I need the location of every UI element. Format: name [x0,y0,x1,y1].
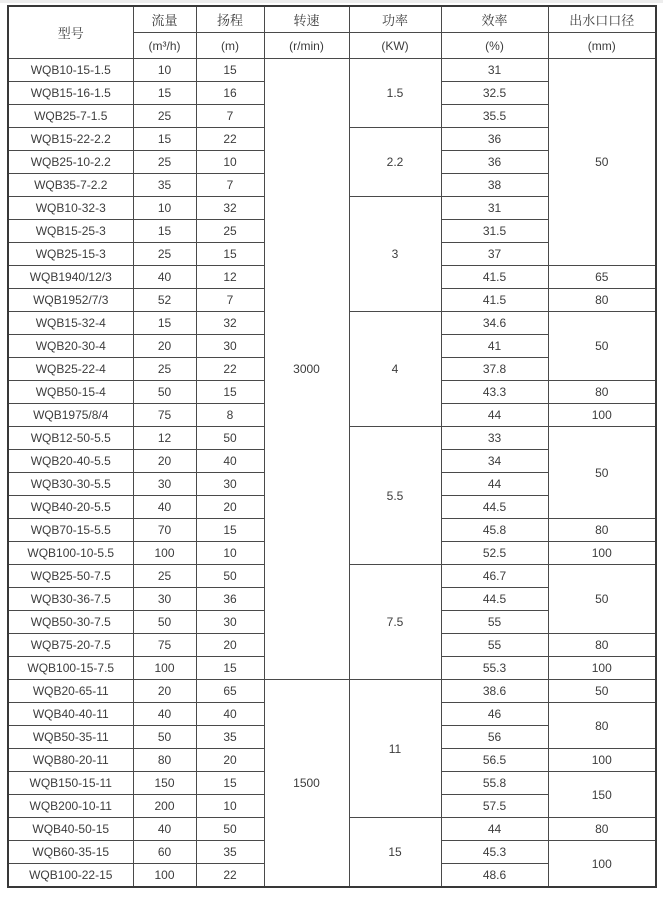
head-cell: 10 [196,542,264,565]
efficiency-cell: 44 [441,404,548,427]
outlet-cell: 150 [548,772,656,818]
model-cell: WQB100-15-7.5 [8,657,133,680]
head-cell: 35 [196,841,264,864]
model-cell: WQB40-20-5.5 [8,496,133,519]
efficiency-cell: 36 [441,128,548,151]
flow-cell: 75 [133,634,196,657]
efficiency-cell: 31 [441,59,548,82]
flow-cell: 52 [133,289,196,312]
outlet-cell: 100 [548,749,656,772]
head-cell: 15 [196,519,264,542]
model-cell: WQB60-35-15 [8,841,133,864]
head-cell: 20 [196,749,264,772]
efficiency-cell: 41 [441,335,548,358]
power-cell: 2.2 [349,128,441,197]
power-cell: 1.5 [349,59,441,128]
head-cell: 30 [196,335,264,358]
power-cell: 7.5 [349,565,441,680]
head-cell: 15 [196,657,264,680]
flow-cell: 15 [133,82,196,105]
flow-cell: 100 [133,657,196,680]
outlet-cell: 100 [548,657,656,680]
outlet-cell: 100 [548,404,656,427]
model-cell: WQB70-15-5.5 [8,519,133,542]
flow-cell: 10 [133,59,196,82]
power-cell: 5.5 [349,427,441,565]
efficiency-cell: 32.5 [441,82,548,105]
model-cell: WQB50-30-7.5 [8,611,133,634]
head-cell: 7 [196,174,264,197]
efficiency-cell: 55.3 [441,657,548,680]
outlet-cell: 100 [548,542,656,565]
head-cell: 7 [196,289,264,312]
efficiency-cell: 34 [441,450,548,473]
head-cell: 32 [196,312,264,335]
flow-cell: 25 [133,151,196,174]
model-cell: WQB15-32-4 [8,312,133,335]
power-cell: 15 [349,818,441,888]
head-cell: 12 [196,266,264,289]
flow-cell: 60 [133,841,196,864]
flow-cell: 40 [133,266,196,289]
efficiency-cell: 44.5 [441,588,548,611]
model-cell: WQB100-10-5.5 [8,542,133,565]
unit-outlet: (mm) [548,33,656,59]
flow-cell: 15 [133,220,196,243]
outlet-cell: 80 [548,289,656,312]
flow-cell: 20 [133,450,196,473]
outlet-cell: 80 [548,703,656,749]
head-cell: 10 [196,795,264,818]
model-cell: WQB1940/12/3 [8,266,133,289]
model-cell: WQB100-22-15 [8,864,133,888]
flow-cell: 50 [133,726,196,749]
head-cell: 32 [196,197,264,220]
efficiency-cell: 35.5 [441,105,548,128]
model-cell: WQB200-10-11 [8,795,133,818]
head-cell: 15 [196,381,264,404]
efficiency-cell: 56 [441,726,548,749]
efficiency-cell: 55 [441,611,548,634]
power-cell: 3 [349,197,441,312]
flow-cell: 40 [133,496,196,519]
efficiency-cell: 34.6 [441,312,548,335]
model-cell: WQB15-22-2.2 [8,128,133,151]
head-cell: 40 [196,703,264,726]
col-header-speed: 转速 [264,6,349,33]
head-cell: 25 [196,220,264,243]
model-cell: WQB1952/7/3 [8,289,133,312]
model-cell: WQB10-32-3 [8,197,133,220]
model-cell: WQB25-50-7.5 [8,565,133,588]
table-row [8,59,656,82]
unit-power: (KW) [349,33,441,59]
head-cell: 15 [196,243,264,266]
speed-cell: 1500 [264,680,349,888]
head-cell: 30 [196,473,264,496]
efficiency-cell: 46.7 [441,565,548,588]
efficiency-cell: 52.5 [441,542,548,565]
model-cell: WQB30-36-7.5 [8,588,133,611]
speed-cell: 3000 [264,59,349,680]
efficiency-cell: 55 [441,634,548,657]
efficiency-cell: 41.5 [441,266,548,289]
unit-head: (m) [196,33,264,59]
col-header-efficiency: 效率 [441,6,548,33]
power-cell: 11 [349,680,441,818]
head-cell: 30 [196,611,264,634]
flow-cell: 15 [133,128,196,151]
flow-cell: 20 [133,335,196,358]
head-cell: 15 [196,772,264,795]
header-row-labels [8,6,656,33]
head-cell: 50 [196,565,264,588]
model-cell: WQB35-7-2.2 [8,174,133,197]
head-cell: 10 [196,151,264,174]
flow-cell: 40 [133,818,196,841]
outlet-cell: 50 [548,680,656,703]
model-cell: WQB20-65-11 [8,680,133,703]
model-cell: WQB50-15-4 [8,381,133,404]
flow-cell: 30 [133,588,196,611]
outlet-cell: 50 [548,59,656,266]
model-cell: WQB50-35-11 [8,726,133,749]
unit-flow: (m³/h) [133,33,196,59]
flow-cell: 25 [133,565,196,588]
model-cell: WQB80-20-11 [8,749,133,772]
flow-cell: 80 [133,749,196,772]
efficiency-cell: 31 [441,197,548,220]
efficiency-cell: 37 [441,243,548,266]
unit-speed: (r/min) [264,33,349,59]
model-cell: WQB30-30-5.5 [8,473,133,496]
flow-cell: 50 [133,381,196,404]
outlet-cell: 80 [548,381,656,404]
model-cell: WQB25-7-1.5 [8,105,133,128]
model-cell: WQB15-25-3 [8,220,133,243]
model-cell: WQB1975/8/4 [8,404,133,427]
flow-cell: 35 [133,174,196,197]
efficiency-cell: 45.8 [441,519,548,542]
flow-cell: 20 [133,680,196,703]
head-cell: 22 [196,358,264,381]
col-header-model: 型号 [8,6,133,59]
flow-cell: 25 [133,243,196,266]
flow-cell: 50 [133,611,196,634]
flow-cell: 25 [133,358,196,381]
unit-efficiency: (%) [441,33,548,59]
head-cell: 7 [196,105,264,128]
model-cell: WQB15-16-1.5 [8,82,133,105]
model-cell: WQB150-15-11 [8,772,133,795]
flow-cell: 100 [133,542,196,565]
head-cell: 65 [196,680,264,703]
head-cell: 15 [196,59,264,82]
efficiency-cell: 44.5 [441,496,548,519]
head-cell: 36 [196,588,264,611]
flow-cell: 100 [133,864,196,888]
outlet-cell: 80 [548,818,656,841]
efficiency-cell: 45.3 [441,841,548,864]
flow-cell: 25 [133,105,196,128]
flow-cell: 15 [133,312,196,335]
model-cell: WQB25-10-2.2 [8,151,133,174]
col-header-power: 功率 [349,6,441,33]
pump-spec-table [7,5,657,888]
outlet-cell: 50 [548,312,656,381]
page-top-strip [0,0,663,3]
outlet-cell: 50 [548,427,656,519]
flow-cell: 70 [133,519,196,542]
outlet-cell: 80 [548,519,656,542]
head-cell: 16 [196,82,264,105]
flow-cell: 30 [133,473,196,496]
head-cell: 35 [196,726,264,749]
model-cell: WQB25-22-4 [8,358,133,381]
efficiency-cell: 43.3 [441,381,548,404]
power-cell: 4 [349,312,441,427]
outlet-cell: 100 [548,841,656,888]
model-cell: WQB40-40-11 [8,703,133,726]
outlet-cell: 50 [548,565,656,634]
efficiency-cell: 46 [441,703,548,726]
outlet-cell: 80 [548,634,656,657]
efficiency-cell: 41.5 [441,289,548,312]
head-cell: 50 [196,427,264,450]
col-header-head: 扬程 [196,6,264,33]
model-cell: WQB25-15-3 [8,243,133,266]
flow-cell: 10 [133,197,196,220]
efficiency-cell: 57.5 [441,795,548,818]
efficiency-cell: 38.6 [441,680,548,703]
model-cell: WQB10-15-1.5 [8,59,133,82]
head-cell: 22 [196,864,264,888]
efficiency-cell: 33 [441,427,548,450]
efficiency-cell: 44 [441,818,548,841]
flow-cell: 75 [133,404,196,427]
efficiency-cell: 37.8 [441,358,548,381]
head-cell: 50 [196,818,264,841]
head-cell: 40 [196,450,264,473]
model-cell: WQB20-40-5.5 [8,450,133,473]
head-cell: 20 [196,634,264,657]
efficiency-cell: 44 [441,473,548,496]
efficiency-cell: 38 [441,174,548,197]
efficiency-cell: 48.6 [441,864,548,888]
col-header-flow: 流量 [133,6,196,33]
efficiency-cell: 31.5 [441,220,548,243]
head-cell: 22 [196,128,264,151]
flow-cell: 40 [133,703,196,726]
model-cell: WQB40-50-15 [8,818,133,841]
efficiency-cell: 55.8 [441,772,548,795]
efficiency-cell: 56.5 [441,749,548,772]
head-cell: 20 [196,496,264,519]
efficiency-cell: 36 [441,151,548,174]
model-cell: WQB75-20-7.5 [8,634,133,657]
col-header-outlet: 出水口口径 [548,6,656,33]
model-cell: WQB12-50-5.5 [8,427,133,450]
flow-cell: 12 [133,427,196,450]
model-cell: WQB20-30-4 [8,335,133,358]
table-row [8,680,656,703]
head-cell: 8 [196,404,264,427]
outlet-cell: 65 [548,266,656,289]
flow-cell: 200 [133,795,196,818]
flow-cell: 150 [133,772,196,795]
